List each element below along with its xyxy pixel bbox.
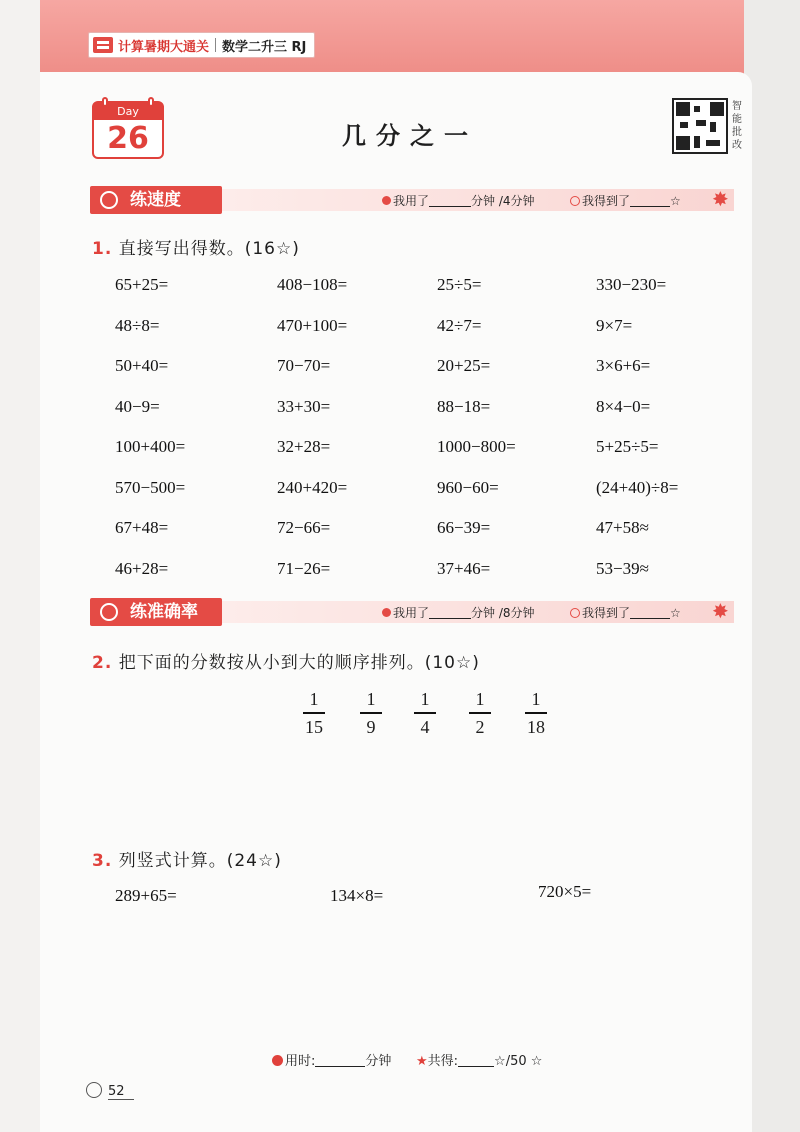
numerator: 1: [309, 689, 319, 709]
q1-expression: 570−500=: [115, 477, 186, 497]
star-icon: ★: [416, 1054, 428, 1069]
q1-expression: 53−39≈: [596, 558, 649, 578]
score-got: 我得到了 ☆: [570, 192, 681, 209]
footer-total: ★共得: ☆/50 ☆: [416, 1054, 543, 1069]
grade-label: 数学二升三 RJ: [222, 39, 307, 55]
book-icon: [93, 37, 113, 53]
qr-code[interactable]: [672, 98, 728, 154]
calendar-ring-icon: [148, 97, 154, 107]
q1-expression: (24+40)÷8=: [596, 477, 679, 497]
q1-expression: 65+25=: [115, 275, 169, 294]
page-edge: [744, 0, 800, 1132]
q1-expression: 8×4−0=: [596, 396, 651, 416]
q1-expression: 20+25=: [437, 356, 491, 375]
q1-expression: 330−230=: [596, 275, 667, 294]
q1-expression: 33+30=: [277, 396, 331, 416]
q1-expression: 46+28=: [115, 558, 169, 578]
fraction: [412, 688, 438, 738]
denominator: 9: [366, 716, 376, 737]
section-tag: 练速度: [90, 186, 222, 214]
alarm-clock-icon: [272, 1055, 283, 1066]
question-1: 1. 直接写出得数。(16☆): [92, 239, 300, 259]
day-number: 26: [107, 121, 149, 156]
fraction: [523, 688, 549, 738]
check-icon: [570, 608, 580, 618]
q1-expression: 470+100=: [277, 315, 348, 335]
question-2: 2. 把下面的分数按从小到大的顺序排列。(10☆): [92, 653, 480, 673]
qr-label: 智能批改: [732, 101, 742, 151]
q1-expression: 1000−800=: [437, 437, 516, 456]
series-name: 计算暑期大通关: [118, 39, 210, 55]
q1-expression: 5+25÷5=: [596, 437, 659, 456]
score-blank[interactable]: [630, 206, 670, 207]
q1-expression: 40−9=: [115, 396, 160, 416]
fraction-bar: [469, 712, 491, 714]
fraction-bar: [525, 712, 547, 714]
divider: [108, 1099, 134, 1100]
numerator: 1: [475, 689, 485, 709]
day-label: Day: [94, 103, 162, 120]
q1-expression: 9×7=: [596, 315, 633, 335]
q1-expression: 100+400=: [115, 437, 186, 456]
sun-icon: [86, 1082, 102, 1098]
denominator: 4: [420, 716, 430, 737]
star-icon: ✸: [712, 599, 729, 623]
series-header: [88, 32, 315, 58]
q1-expression: 71−26=: [277, 558, 331, 578]
q1-expression: 70−70=: [277, 356, 331, 375]
score-got: 我得到了 ☆: [570, 604, 681, 621]
question-3: 3. 列竖式计算。(24☆): [92, 851, 282, 871]
fraction: [467, 688, 493, 738]
fraction: [358, 688, 384, 738]
q3-expression: 134×8=: [330, 886, 384, 905]
section-accuracy: [90, 598, 742, 626]
day-badge: [92, 101, 164, 159]
q1-expression: 66−39=: [437, 518, 491, 537]
denominator: 15: [305, 716, 323, 737]
section-speed: [90, 186, 742, 214]
time-blank[interactable]: [429, 206, 471, 207]
q1-expression: 88−18=: [437, 396, 491, 416]
q3-expression: 289+65=: [115, 886, 177, 905]
page-title: 几分之一: [342, 122, 478, 150]
section-tag: 练准确率: [90, 598, 222, 626]
fraction-bar: [360, 712, 382, 714]
q1-expression: 48÷8=: [115, 315, 160, 335]
target-icon: [100, 603, 118, 621]
fraction-bar: [414, 712, 436, 714]
time-blank[interactable]: [429, 618, 471, 619]
numerator: 1: [531, 689, 541, 709]
q1-expression: 47+58≈: [596, 518, 649, 537]
footer-time: 用时: 分钟: [272, 1050, 391, 1069]
fraction: [301, 688, 327, 738]
denominator: 18: [527, 716, 545, 737]
q1-expression: 42÷7=: [437, 315, 482, 335]
clock-icon: [382, 608, 391, 617]
q1-expression: 25÷5=: [437, 275, 482, 294]
q1-expression: 960−60=: [437, 477, 499, 497]
check-icon: [570, 196, 580, 206]
q1-expression: 37+46=: [437, 558, 491, 578]
divider: [215, 38, 216, 52]
page-number: 52: [86, 1082, 125, 1099]
numerator: 1: [420, 689, 430, 709]
star-icon: ✸: [712, 187, 729, 211]
footer-total-blank[interactable]: [458, 1066, 494, 1067]
q1-expression: 408−108=: [277, 275, 348, 294]
q1-expression: 67+48=: [115, 518, 169, 537]
time-used: 我用了 分钟 /8分钟: [382, 604, 535, 621]
q3-expression: 720×5=: [538, 882, 592, 901]
footer-time-blank[interactable]: [315, 1066, 365, 1067]
time-used: 我用了 分钟 /4分钟: [382, 192, 535, 209]
q1-expression: 50+40=: [115, 356, 169, 375]
clock-icon: [382, 196, 391, 205]
q1-expression: 72−66=: [277, 518, 331, 537]
q1-expression: 32+28=: [277, 437, 331, 456]
numerator: 1: [366, 689, 376, 709]
denominator: 2: [475, 716, 485, 737]
stopwatch-icon: [100, 191, 118, 209]
fraction-bar: [303, 712, 325, 714]
q1-expression: 3×6+6=: [596, 356, 651, 375]
score-blank[interactable]: [630, 618, 670, 619]
calendar-ring-icon: [102, 97, 108, 107]
q1-expression: 240+420=: [277, 477, 348, 497]
